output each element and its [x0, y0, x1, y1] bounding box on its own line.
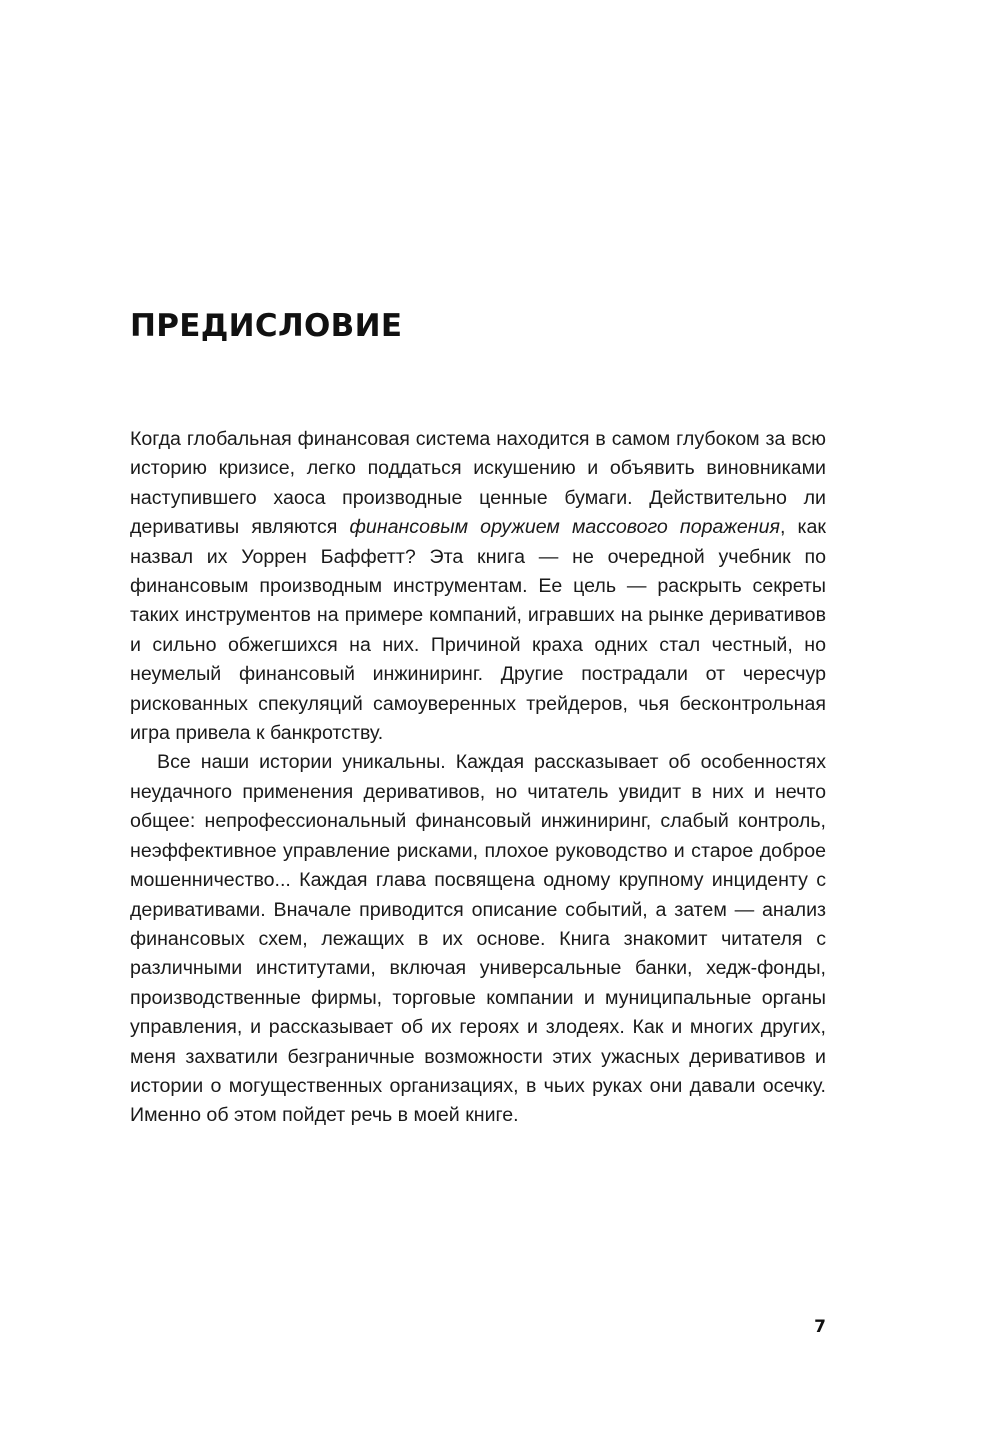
- page-number: 7: [814, 1317, 826, 1337]
- body-text: [130, 425, 826, 1131]
- paragraph-1-emphasis: финансовым оружием массового поражения: [349, 516, 780, 539]
- paragraph-1-tail: , как назвал их Уоррен Баффетт? Эта книга — не очередной учебник по финансовым производным инструментам. Ее цель — раскрыть секреты таких инструментов на примере компаний, игравших на рынке деривативов и сильно обжегшихся на них. Причиной краха одних стал честный, но неумелый финансовый инжиниринг. Другие пострадали от чересчур рискованных спекуляций самоуверенных трейдеров, чья бесконтрольная игра привела к банкротству.: [130, 516, 826, 745]
- paragraph-2: Все наши истории уникальны. Каждая рассказывает об особенностях неудачного применения деривативов, но читатель увидит в них и нечто общее: непрофессиональный финансовый инжиниринг, слабый контроль, неэффективное управление рисками, плохое руководство и старое доброе мошенничество... Каждая глава посвящена одному крупному инциденту с деривативами. Вначале приводится описание событий, а затем — анализ финансовых схем, лежащих в их основе. Книга знакомит читателя с различными институтами, включая универсальные банки, хедж-фонды, производственные фирмы, торговые компании и муниципальные органы управления, и рассказывает об их героях и злодеях. Как и многих других, меня захватили безграничные возможности этих ужасных деривативов и истории о могущественных организациях, в чьих руках они давали осечку. Именно об этом пойдет речь в моей книге.: [130, 751, 826, 1127]
- paragraph-1-lead: Когда глобальная финансовая система находится в самом глубоком за всю историю кризисе, легко поддаться искушению и объявить виновниками наступившего хаоса производные ценные бумаги. Действительно ли деривативы являются: [130, 428, 826, 539]
- page-title: ПРЕДИСЛОВИЕ: [130, 308, 403, 344]
- paragraph-1: [130, 425, 826, 748]
